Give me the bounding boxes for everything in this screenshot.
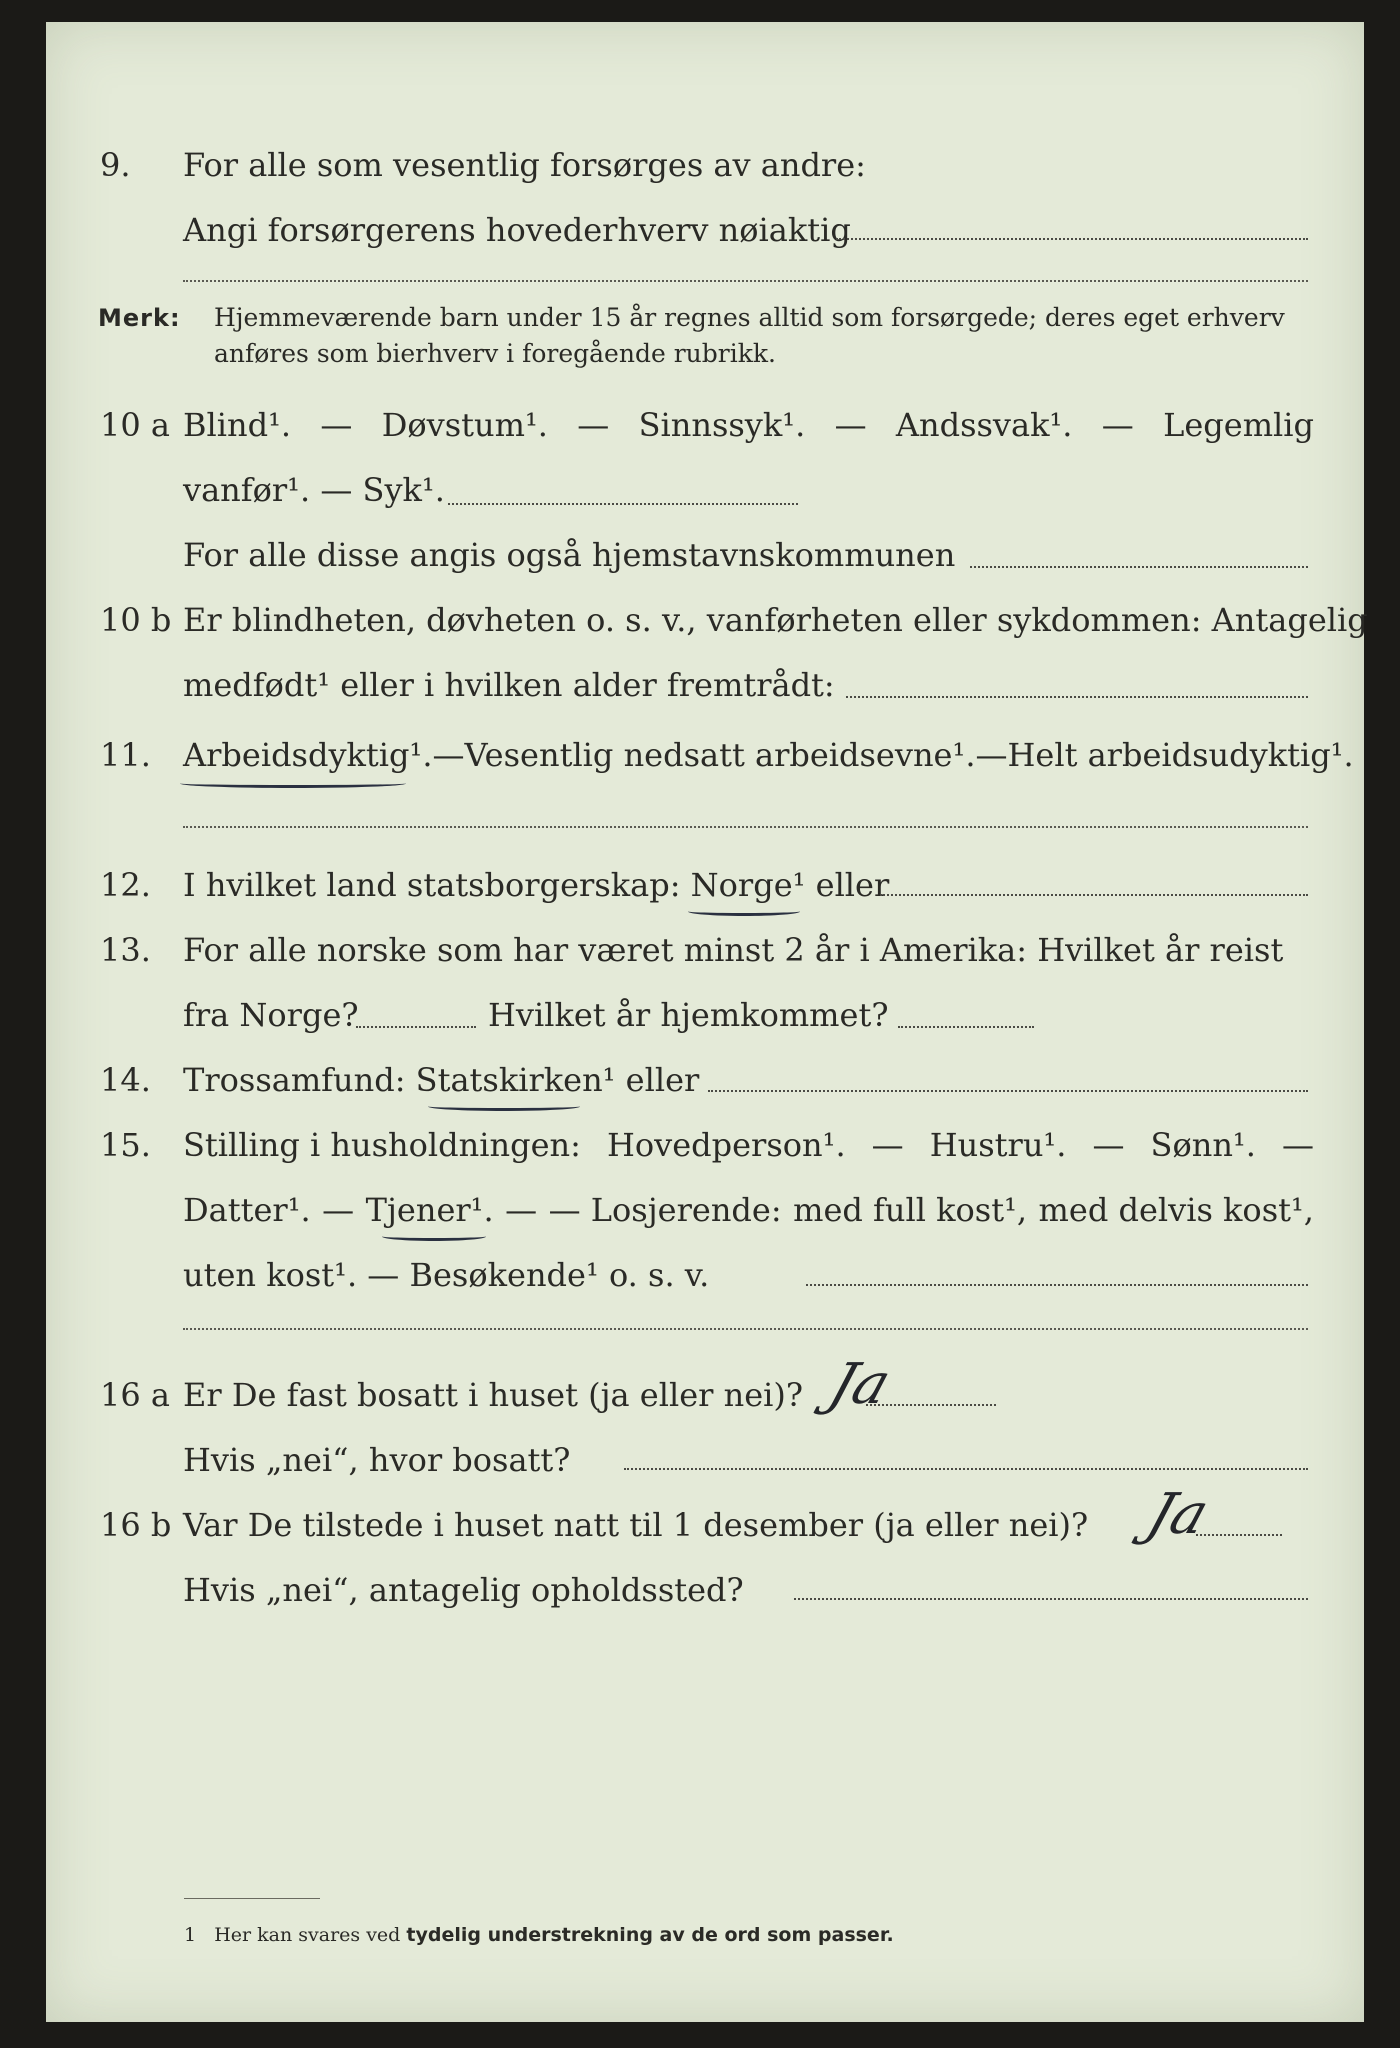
answer-field[interactable] bbox=[624, 1468, 1308, 1470]
question-label: Hvilket år hjemkommet? bbox=[488, 996, 889, 1034]
answer-line[interactable] bbox=[183, 826, 1308, 828]
question-text: Trossamfund: Statskirken¹ eller bbox=[183, 1061, 700, 1099]
option-losjerende[interactable]: — Losjerende: bbox=[548, 1191, 782, 1229]
answer-field[interactable] bbox=[806, 1284, 1308, 1286]
question-11-row bbox=[46, 730, 1364, 780]
answer-field[interactable] bbox=[836, 238, 1308, 240]
question-number: 12. bbox=[100, 866, 151, 904]
merk-label: Merk: bbox=[98, 304, 181, 332]
option-arbeidsdyktig[interactable]: Arbeidsdyktig¹. bbox=[183, 736, 433, 774]
handwritten-underline bbox=[180, 779, 406, 788]
answer-field[interactable] bbox=[708, 1090, 1308, 1092]
question-label: fra Norge? bbox=[183, 996, 359, 1034]
option-blind[interactable]: Blind¹. bbox=[183, 406, 292, 444]
question-number: 9. bbox=[100, 146, 131, 184]
handwritten-underline bbox=[428, 1102, 580, 1111]
option-full-kost[interactable]: med full kost¹, bbox=[793, 1191, 1028, 1229]
option-hustru[interactable]: Hustru¹. bbox=[929, 1126, 1067, 1164]
answer-field[interactable] bbox=[866, 1404, 996, 1406]
footnote bbox=[184, 1924, 894, 1946]
option-delvis-kost[interactable]: med delvis kost¹, bbox=[1038, 1191, 1314, 1229]
question-number: 10 b bbox=[100, 601, 172, 639]
option-legemlig[interactable]: Legemlig bbox=[1163, 406, 1314, 444]
handwritten-answer: Ja bbox=[821, 1352, 899, 1417]
question-10b-row bbox=[46, 595, 1368, 645]
answer-field[interactable] bbox=[970, 566, 1308, 568]
question-10a-row bbox=[46, 400, 1364, 450]
answer-field[interactable] bbox=[1196, 1534, 1282, 1536]
census-form-page bbox=[46, 22, 1368, 2022]
question-16a-row2 bbox=[46, 1435, 1364, 1485]
option-sinnssyk[interactable]: Sinnssyk¹. bbox=[638, 406, 806, 444]
question-text: Er De fast bosatt i huset (ja eller nei)? bbox=[183, 1376, 804, 1414]
question-text-justified: Datter¹. — Tjener¹. — — Losjerende: med full kost¹, med delvis kost¹, bbox=[183, 1185, 1314, 1235]
question-10a-row3 bbox=[46, 530, 1364, 580]
answer-line[interactable] bbox=[183, 280, 1308, 282]
question-number: 15. bbox=[100, 1126, 151, 1164]
question-text-justified: Arbeidsdyktig¹. — Vesentlig nedsatt arbeidsevne¹. — Helt arbeidsudyktig¹. bbox=[183, 730, 1314, 780]
question-number: 16 b bbox=[100, 1506, 172, 1544]
answer-field[interactable] bbox=[880, 894, 1308, 896]
question-13-row bbox=[46, 925, 1364, 975]
question-15-row bbox=[46, 1120, 1364, 1170]
question-text: For alle norske som har været minst 2 år i Amerika: Hvilket år reist bbox=[183, 931, 1284, 969]
question-number: 16 a bbox=[100, 1376, 170, 1414]
question-text: uten kost¹. — Besøkende¹ o. s. v. bbox=[183, 1256, 710, 1294]
question-10b-row2 bbox=[46, 660, 1364, 710]
handwritten-underline bbox=[688, 907, 800, 916]
question-text: Er blindheten, døvheten o. s. v., vanførheten eller sykdommen: Antagelig bbox=[183, 601, 1368, 639]
answer-line[interactable] bbox=[183, 1328, 1308, 1330]
question-text: For alle som vesentlig forsørges av andre: bbox=[183, 146, 866, 184]
question-text: medfødt¹ eller i hvilken alder fremtrådt: bbox=[183, 666, 835, 704]
question-10a-row2 bbox=[46, 465, 1364, 515]
footnote-text: Her kan svares ved bbox=[214, 1924, 401, 1946]
question-text: Hvis „nei“, antagelig opholdssted? bbox=[183, 1571, 744, 1609]
question-15-row2 bbox=[46, 1185, 1364, 1235]
question-9-sub-row bbox=[46, 205, 1364, 255]
option-sonn[interactable]: Sønn¹. bbox=[1150, 1126, 1256, 1164]
option-dovstum[interactable]: Døvstum¹. bbox=[381, 406, 548, 444]
handwritten-answer: Ja bbox=[1139, 1482, 1217, 1547]
question-15-row3 bbox=[46, 1250, 1364, 1300]
merk-text: anføres som bierhverv i foregående rubrikk. bbox=[214, 339, 776, 368]
question-9-row bbox=[46, 140, 1364, 190]
question-text: Hvis „nei“, hvor bosatt? bbox=[183, 1441, 571, 1479]
footnote-text-bold: tydelig understrekning av de ord som passer. bbox=[406, 1924, 894, 1946]
question-text: For alle disse angis også hjemstavnskommunen bbox=[183, 536, 956, 574]
question-text: vanfør¹. — Syk¹. bbox=[183, 471, 445, 509]
question-text-justified: Blind¹. — Døvstum¹. — Sinnssyk¹. — Andssvak¹. — Legemlig bbox=[183, 400, 1314, 450]
handwritten-underline bbox=[382, 1232, 486, 1241]
question-12-row bbox=[46, 860, 1364, 910]
question-16b-row2 bbox=[46, 1565, 1364, 1615]
question-number: 13. bbox=[100, 931, 151, 969]
question-text-justified: Stilling i husholdningen: Hovedperson¹. — Hustru¹. — Sønn¹. — bbox=[183, 1120, 1314, 1170]
question-number: 11. bbox=[100, 736, 151, 774]
option-helt-arbeidsudyktig[interactable]: Helt arbeidsudyktig¹. bbox=[1007, 736, 1354, 774]
answer-field[interactable] bbox=[794, 1598, 1308, 1600]
question-13-row2 bbox=[46, 990, 1364, 1040]
question-label: Stilling i husholdningen: bbox=[183, 1126, 581, 1164]
question-14-row bbox=[46, 1055, 1364, 1105]
answer-field[interactable] bbox=[898, 1026, 1034, 1028]
option-hovedperson[interactable]: Hovedperson¹. bbox=[606, 1126, 846, 1164]
question-text: Var De tilstede i huset natt til 1 desember (ja eller nei)? bbox=[183, 1506, 1089, 1544]
option-tjener[interactable]: Tjener¹. bbox=[365, 1191, 494, 1229]
question-text: Angi forsørgerens hovederhverv nøiaktig bbox=[183, 211, 851, 249]
question-text: I hvilket land statsborgerskap: Norge¹ eller bbox=[183, 866, 890, 904]
option-andssvak[interactable]: Andssvak¹. bbox=[895, 406, 1073, 444]
option-datter[interactable]: Datter¹. bbox=[183, 1191, 311, 1229]
question-number: 10 a bbox=[100, 406, 170, 444]
answer-field[interactable] bbox=[846, 696, 1308, 698]
question-16a-row bbox=[46, 1370, 1364, 1420]
footnote-marker: 1 bbox=[184, 1924, 197, 1946]
answer-field[interactable] bbox=[356, 1026, 476, 1028]
merk-text: Hjemmeværende barn under 15 år regnes alltid som forsørgede; deres eget erhverv bbox=[214, 303, 1285, 332]
answer-field[interactable] bbox=[448, 503, 798, 505]
option-nedsatt-arbeidsevne[interactable]: Vesentlig nedsatt arbeidsevne¹. bbox=[464, 736, 976, 774]
question-number: 14. bbox=[100, 1061, 151, 1099]
footnote-rule bbox=[184, 1898, 320, 1899]
